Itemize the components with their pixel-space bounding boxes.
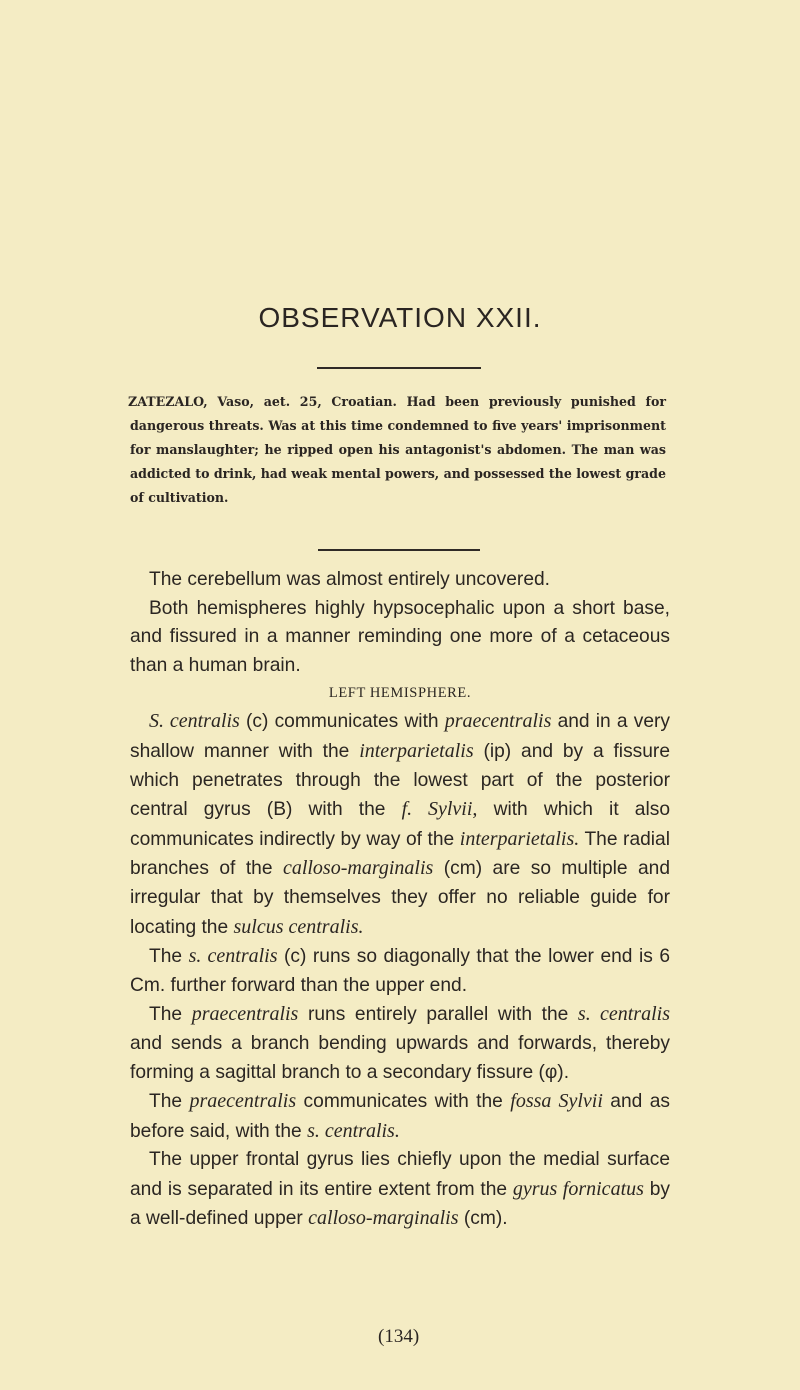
paragraph-1: The cerebellum was almost entirely uncovered. bbox=[149, 569, 550, 590]
case-summary-text: ZATEZALO, Vaso, aet. 25, Croatian. Had been previously punished for dangerous threats. Was at this time condemned to five years' imprisonment for manslaughter; he ripped open his antagonist's abdomen. The man was addicted to drink, had weak mental powers, and possessed the lowest grade of cultivation. bbox=[128, 394, 666, 505]
paragraph-4: The s. centralis (c) runs so diagonally that the lower end is 6 Cm. further forward than the upper end. bbox=[130, 945, 670, 996]
paragraph-3: S. centralis (c) communicates with praecentralis and in a very shallow manner with the interparietalis (ip) and by a fissure which penetrates through the lowest part of the posterior central gyrus (B) with the f. Sylvii, with which it also communicates indirectly by way of the interparietalis. The radial branches of the calloso-marginalis (cm) are so multiple and irregular that by themselves they offer no reliable guide for locating the sulcus centralis. bbox=[130, 710, 670, 938]
paragraph-6: The praecentralis communicates with the fossa Sylvii and as before said, with the s. centralis. bbox=[130, 1090, 670, 1142]
section-heading: LEFT HEMISPHERE. bbox=[328, 685, 472, 702]
page-title: OBSERVATION XXII. bbox=[258, 302, 542, 333]
summary-divider bbox=[318, 549, 480, 551]
paragraph-5: The praecentralis runs entirely parallel with the s. centralis and sends a branch bending upwards and forwards, thereby forming a sagittal branch to a secondary fissure (φ). bbox=[130, 1003, 670, 1083]
paragraph-2: Both hemispheres highly hypsocephalic upon a short base, and fissured in a manner reminding one more of a cetaceous than a human brain. bbox=[130, 597, 670, 676]
paragraph-7: The upper frontal gyrus lies chiefly upon the medial surface and is separated in its entire extent from the gyrus fornicatus by a well-defined upper calloso-marginalis (cm). bbox=[130, 1149, 670, 1230]
page-number: (134) bbox=[378, 1326, 420, 1347]
body-text bbox=[130, 566, 670, 1234]
case-summary bbox=[130, 390, 666, 510]
title-divider bbox=[317, 367, 481, 369]
